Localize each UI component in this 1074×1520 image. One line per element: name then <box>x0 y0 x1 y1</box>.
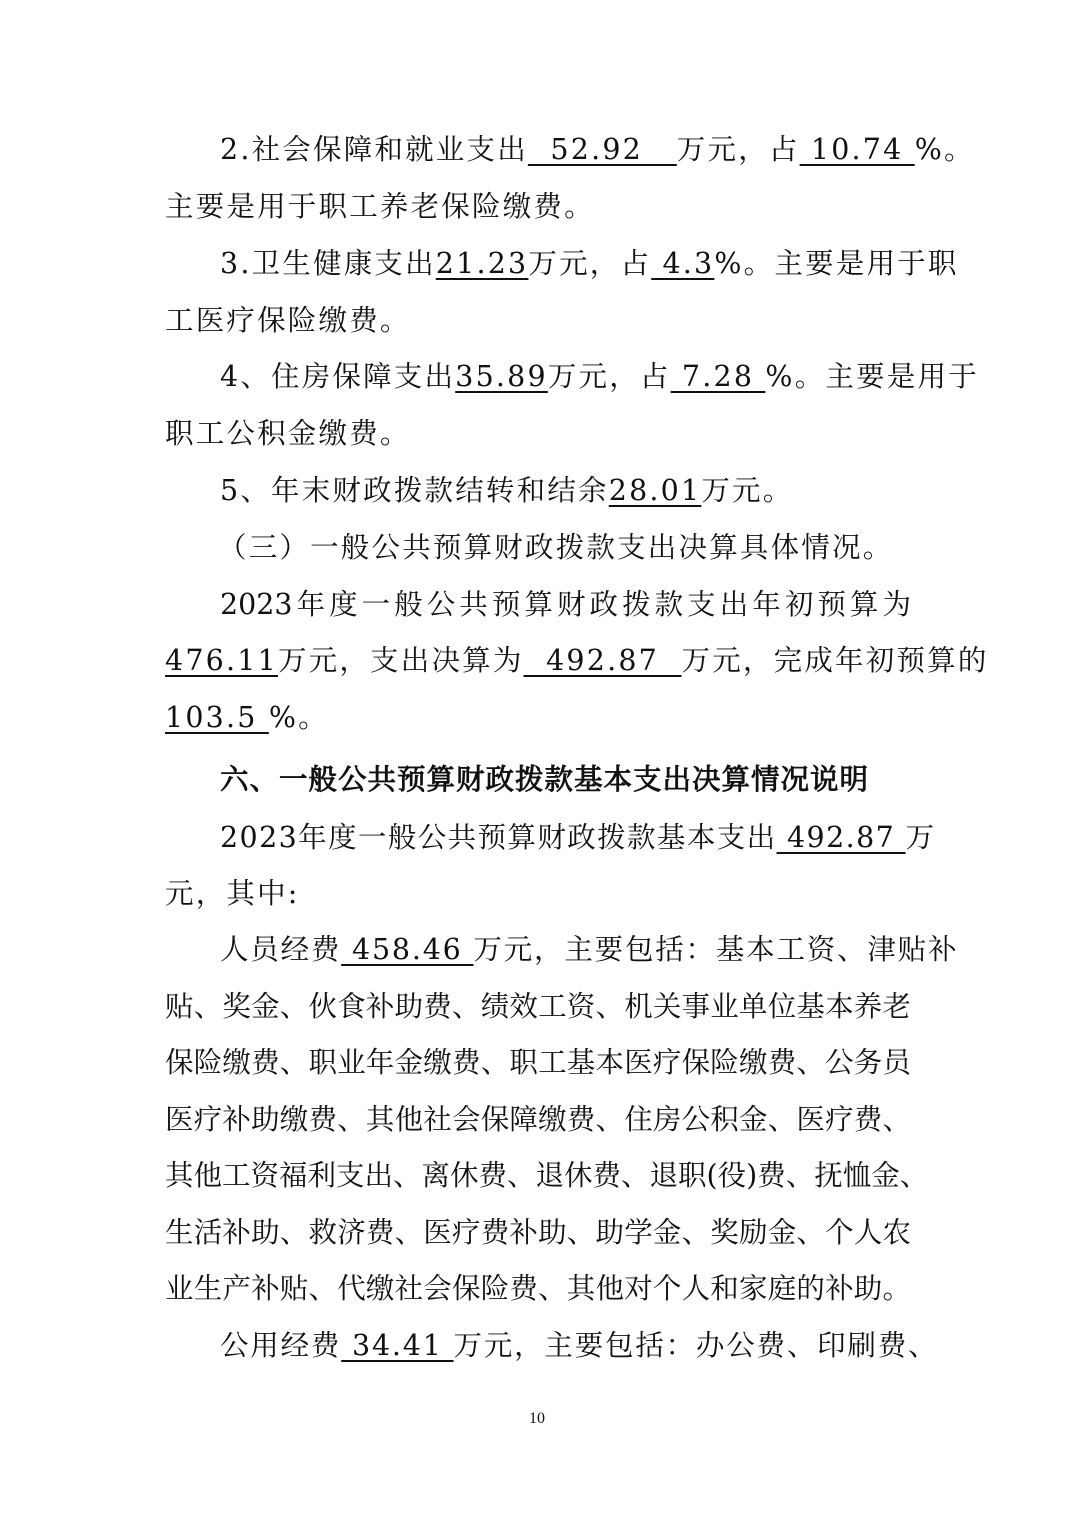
text: 万元，占 <box>528 247 652 280</box>
text: 4、住房保障支出 <box>220 360 456 393</box>
text-line: 职工公积金缴费。 <box>165 417 411 450</box>
amount-underlined: 492.87 <box>776 821 906 854</box>
paragraph-social-security <box>220 130 975 170</box>
section-subheading: （三）一般公共预算财政拨款支出决算具体情况。 <box>218 531 894 564</box>
amount-underlined: 28.01 <box>608 474 702 507</box>
amount-underlined: 458.46 <box>341 933 474 966</box>
text-line: 生活补助、救济费、医疗费补助、助学金、奖励金、个人农 <box>165 1216 911 1249</box>
percent-underlined: 10.74 <box>799 133 915 166</box>
text: 万元，支出决算为 <box>277 644 524 677</box>
paragraph-carryover <box>220 471 911 511</box>
text-line: 贴、奖金、伙食补助费、绩效工资、机关事业单位基本养老 <box>165 990 911 1023</box>
paragraph-housing <box>220 357 979 397</box>
paragraph-public-expenses <box>220 1326 939 1366</box>
text-line: 其他工资福利支出、离休费、退休费、退职(役)费、抚恤金、 <box>165 1159 929 1192</box>
amount-underlined: 35.89 <box>455 360 548 393</box>
text: 万 <box>905 821 936 854</box>
text: 万元。 <box>701 474 794 507</box>
text: 公用经费 <box>220 1329 342 1362</box>
text: 2.社会保障和就业支出 <box>220 133 528 166</box>
text: 万元，主要包括：办公费、印刷费、 <box>453 1329 939 1362</box>
paragraph-budget-completion <box>165 641 989 681</box>
text-line: 业生产补贴、代缴社会保险费、其他对个人和家庭的补助。 <box>165 1272 911 1305</box>
amount-underlined: 476.11 <box>165 644 278 677</box>
percent-underlined: 4.3 <box>651 247 715 280</box>
amount-underlined: 21.23 <box>435 247 529 280</box>
paragraph-basic-expenditure <box>220 818 936 858</box>
text-line: 医疗补助缴费、其他社会保障缴费、住房公积金、医疗费、 <box>165 1103 911 1136</box>
text: 5、年末财政拨款结转和结余 <box>220 474 609 507</box>
text: 万元，完成年初预算的 <box>681 644 989 677</box>
page-number: 10 <box>529 1410 545 1427</box>
section-heading: 六、一般公共预算财政拨款基本支出决算情况说明 <box>220 763 870 796</box>
amount-underlined: 52.92 <box>527 133 677 166</box>
text: %。主要是用于 <box>765 360 979 393</box>
text: 人员经费 <box>220 933 342 966</box>
amount-underlined: 34.41 <box>341 1329 454 1362</box>
amount-underlined: 492.87 <box>523 644 682 677</box>
paragraph-personnel-expenses <box>220 930 959 970</box>
text: 万元，主要包括：基本工资、津贴补 <box>473 933 959 966</box>
text-line: 元，其中: <box>165 877 300 910</box>
percent-underlined: 7.28 <box>670 360 766 393</box>
text-line: 主要是用于职工养老保险缴费。 <box>165 190 595 223</box>
text-line: 保险缴费、职业年金缴费、职工基本医疗保险缴费、公务员 <box>165 1046 911 1079</box>
text: 万元，占 <box>676 133 800 166</box>
text-line: 工医疗保险缴费。 <box>165 304 411 337</box>
text-line: 2023年度一般公共预算财政拨款支出年初预算为 <box>220 588 911 621</box>
percent-underlined: 103.5 <box>165 701 269 734</box>
text: %。 <box>268 701 329 734</box>
text: %。 <box>914 133 975 166</box>
text: 2023年度一般公共预算财政拨款基本支出 <box>220 821 777 854</box>
paragraph-health <box>220 244 959 284</box>
text: %。主要是用于职 <box>714 247 959 280</box>
text: 3.卫生健康支出 <box>220 247 436 280</box>
text-line <box>165 698 911 738</box>
text: 万元，占 <box>547 360 671 393</box>
